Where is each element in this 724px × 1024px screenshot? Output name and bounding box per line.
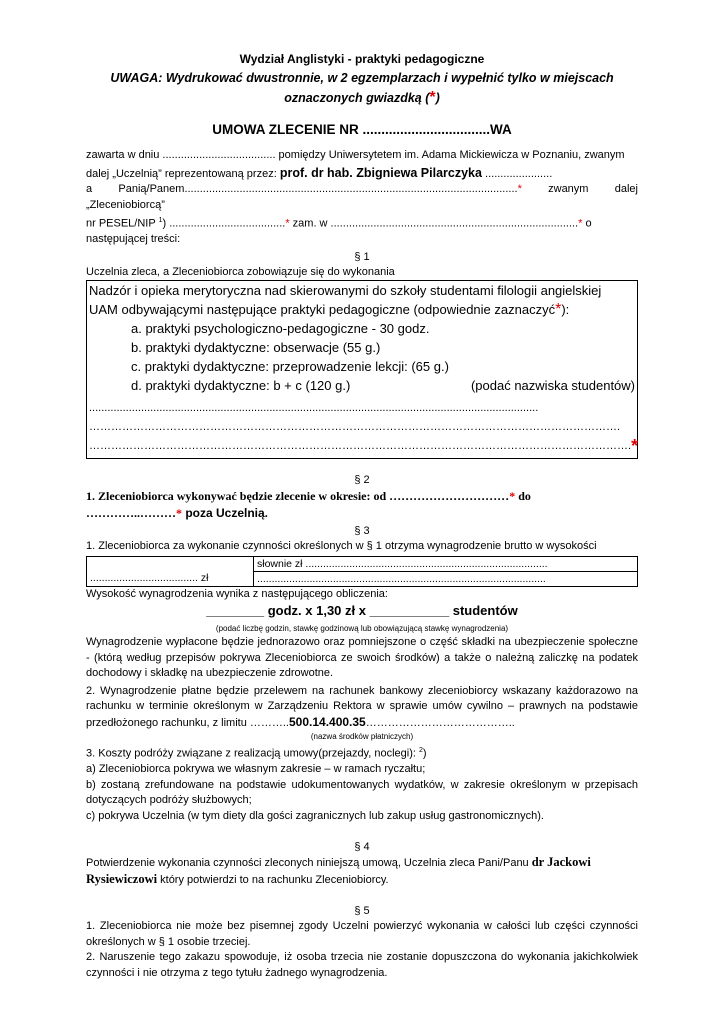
section-2-label: § 2 [354,474,370,487]
section-5-label: § 5 [354,905,370,918]
payment-words-cell [254,556,638,571]
required-star: * [517,183,522,195]
section-4-lead: Potwierdzenie wykonania czynności zleconych niniejszą umową, Uczelnia zleca Pani/Panu [86,857,532,870]
calc-note: (podać liczbę godzin, stawkę godzinową lub obowiązującą stawkę wynagrodzenia) [215,624,509,634]
student-names-line-3[interactable]: …………………………………………………………………………………………………………………………………. [89,440,632,453]
intro-line-2-text: dalej „Uczelnią” reprezentowaną przez: [86,167,280,180]
intro-line-5: następującej treści: [86,233,181,246]
scope-line-2-text: UAM odbywającymi następujące praktyki pedagogiczne (odpowiednie zaznaczyć [89,302,556,318]
period-to-label: do [515,489,531,504]
travel-option-a: a) Zleceniobiorca pokrywa we własnym zakresie – w ramach ryczałtu; [86,763,426,776]
practice-option-b[interactable]: b. praktyki dydaktyczne: obserwacje (55 g.) [131,340,381,356]
contractor-name-field[interactable]: a Panią/Panem............................................................................................................. [86,183,518,195]
section-3-p3-text: 2. Wynagrodzenie płatne będzie przelewem na rachunek bankowy zleceniobiorcy wskazany każdorazowo na rachunku w terminie określonym w Zarządzeniu Rektora w sprawie umów cywilno – prawnych na podstawie przedłożonego rachunku, z limitu ……….. [86,684,638,729]
student-names-line-1[interactable]: ................................................................................................................................................... [89,402,539,415]
contract-page [86,50,638,981]
calc-formula[interactable]: ________ godz. x 1,30 zł x ___________ studentów [206,603,518,619]
budget-limit-code: 500.14.400.35 [288,714,366,729]
intro-line-2-dots: ...................... [481,167,553,180]
intro-line-1: zawarta w dniu ..................................... pomiędzy Uniwersytetem im. Adama Mickiewicza w Poznaniu, zwanym [86,149,625,161]
practice-option-d[interactable]: d. praktyki dydaktyczne: b + c (120 g.) [131,378,351,394]
travel-option-b: b) zostaną zrefundowane na podstawie udokumentowanych wydatków, w zakresie określonym w przepisach dotyczących podróży służbowych; [86,778,638,807]
scope-line-1: Nadzór i opieka merytoryczna nad skierowanymi do szkoły studentami filologii angielskiej [89,283,602,299]
practice-option-d-row [89,376,635,395]
intro-line-3 [86,182,638,213]
print-notice [86,68,638,108]
footnote-ref: 2 [419,747,423,755]
section-4-label: § 4 [354,841,370,854]
payment-amount-cell-top [87,556,254,571]
practice-option-a[interactable]: a. praktyki psychologiczno-pedagogiczne - 30 godz. [131,321,430,337]
intro-block [86,148,638,248]
payment-amount-field[interactable]: ..................................... zł [87,571,254,586]
intro-line-3-text: zwanym dalej „Zleceniobiorcą” [86,183,638,211]
supervisor-name-last: Rysiewiczowi [86,871,158,886]
section-4-text [86,855,638,888]
faculty-heading: Wydział Anglistyki - praktyki pedagogiczne [239,52,485,66]
payment-table [86,556,638,587]
required-star: * [578,217,583,230]
payment-words-line-2[interactable]: ................................................................................................... [254,571,638,586]
section-2-text: 1. Zleceniobiorca wykonywać będzie zlecenie w okresie: od …………………………* do …………..………* poza Uczelnią. [86,489,531,521]
scope-box [86,280,638,459]
section-1-label: § 1 [354,250,370,263]
pesel-field[interactable]: ) ...................................... [162,217,286,230]
required-star: * [509,489,516,504]
travel-option-c: c) pokrywa Uczelnia (w tym diety dla gości zagranicznych lub zakup usług gastronomicznych). [86,809,544,822]
print-notice-close: ) [435,91,440,105]
intro-line-4-end: o [582,217,592,230]
representative-name: prof. dr hab. Zbigniewa Pilarczyka [279,165,482,180]
outside-university-text: poza Uczelnią [182,506,265,521]
required-star: * [285,217,290,230]
period-from-field[interactable]: 1. Zleceniobiorca wykonywać będzie zlecenie w okresie: od ………………………… [86,489,510,504]
intro-line-2 [86,164,638,183]
section-3-p3 [86,684,638,732]
period-to-field[interactable]: …………..……… [86,506,176,521]
section-5-p2: 2. Naruszenie tego zakazu spowoduje, iż osoba trzecia nie zostanie dopuszczona do wykonania jakichkolwiek czynności i nie otrzyma z tego tytułu żadnego wynagrodzenia. [86,951,638,979]
contract-title: UMOWA ZLECENIE NR ..................................WA [212,122,512,137]
travel-costs [86,743,638,762]
section-3-p3-dots: ………………………………….. [365,716,515,729]
print-notice-text: UWAGA: Wydrukować dwustronnie, w 2 egzemplarzach i wypełnić tylko w miejscach oznaczonych gwiazdką ( [110,71,614,105]
calc-lead: Wysokość wynagrodzenia wynika z następującego obliczenia: [86,587,388,600]
scope-line-2-end: ): [561,302,570,318]
pesel-label: nr PESEL/NIP [86,217,159,230]
section-5-p1: 1. Zleceniobiorca nie może bez pisemnej zgody Uczelni powierzyć wykonania w całości lub części czynności określonych w § 1 osobie trzeciej. [86,920,638,948]
section-3-p2: Wynagrodzenie wypłacone będzie jednorazowo oraz pomniejszone o część składki na ubezpieczenie społeczne - (którą według przepisów pokrywa Zleceniobiorca ze swoich środków) a także o należną zaliczkę na podatek dochodowy i składkę na ubezpieczenie zdrowotne. [86,636,638,680]
payment-words-line-1[interactable]: słownie zł ................................................................................... [257,557,548,570]
travel-costs-end: ) [422,747,427,760]
required-star: * [176,506,182,521]
limit-note: (nazwa środków płatniczych) [310,732,414,742]
practice-option-c[interactable]: c. praktyki dydaktyczne: przeprowadzenie lekcji: (65 g.) [131,359,449,375]
section-3-p1: 1. Zleceniobiorca za wykonanie czynności określonych w § 1 otrzyma wynagrodzenie brutto w wysokości [86,540,597,553]
student-names-note: (podać nazwiska studentów) [470,378,635,394]
address-field[interactable]: zam. w ................................................................................. [289,217,579,230]
section-3-label: § 3 [354,525,370,538]
section-4-tail: który potwierdzi to na rachunku Zleceniobiorcy. [157,873,389,886]
student-names-line-2[interactable]: ………………………………………………………………………………………………………………………………. [89,421,621,434]
supervisor-name-first: dr Jackowi [531,855,591,870]
asterisk-marker: * [555,301,562,319]
scope-line-2 [89,300,635,319]
asterisk-marker: * [631,436,639,457]
footnote-ref: 1 [158,217,163,224]
intro-line-4 [86,213,638,232]
student-names-line-3-row [89,436,639,457]
asterisk-marker: * [429,89,436,106]
section-1-lead: Uczelnia zleca, a Zleceniobiorca zobowiązuje się do wykonania [86,265,395,278]
travel-costs-text: 3. Koszty podróży związane z realizacją umowy(przejazdy, noclegi): [86,747,419,760]
